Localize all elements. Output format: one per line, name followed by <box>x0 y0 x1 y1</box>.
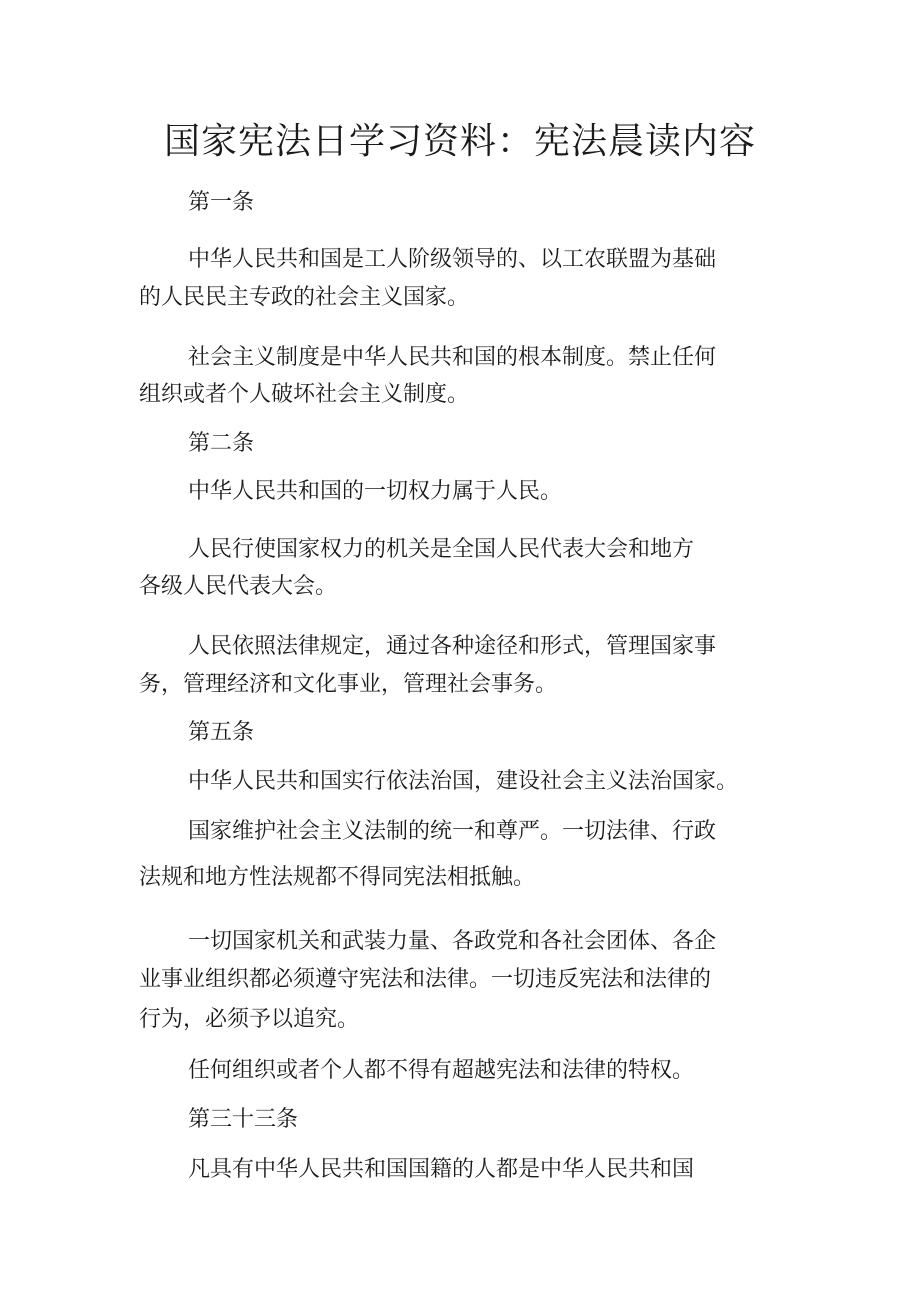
paragraph-line: 中华人民共和国的一切权力属于人民。 <box>188 479 563 504</box>
paragraph-line: 人民行使国家权力的机关是全国人民代表大会和地方 <box>188 537 695 562</box>
paragraph-line: 业事业组织都必须遵守宪法和法律。一切违反宪法和法律的 <box>139 967 712 992</box>
paragraph-line: 国家维护社会主义法制的统一和尊严。一切法律、行政 <box>188 819 717 844</box>
paragraph-line: 社会主义制度是中华人民共和国的根本制度。禁止任何 <box>188 345 717 370</box>
article-heading-1: 第一条 <box>188 190 255 215</box>
paragraph-line: 中华人民共和国是工人阶级领导的、以工农联盟为基础 <box>188 247 717 272</box>
paragraph-line: 中华人民共和国实行依法治国，建设社会主义法治国家。 <box>188 769 739 794</box>
article-heading-33: 第三十三条 <box>188 1107 299 1132</box>
paragraph-line: 行为，必须予以追究。 <box>139 1007 360 1032</box>
paragraph-line: 务，管理经济和文化事业，管理社会事务。 <box>139 672 558 697</box>
paragraph-line: 各级人民代表大会。 <box>139 574 338 599</box>
document-title: 国家宪法日学习资料：宪法晨读内容 <box>163 121 756 162</box>
paragraph-line: 人民依照法律规定，通过各种途径和形式，管理国家事 <box>188 634 717 659</box>
paragraph-line: 一切国家机关和武装力量、各政党和各社会团体、各企 <box>188 929 717 954</box>
paragraph-line: 凡具有中华人民共和国国籍的人都是中华人民共和国 <box>188 1157 695 1182</box>
paragraph-line: 的人民民主专政的社会主义国家。 <box>139 285 470 310</box>
paragraph-line: 组织或者个人破坏社会主义制度。 <box>139 382 470 407</box>
article-heading-5: 第五条 <box>188 720 255 745</box>
paragraph-line: 任何组织或者个人都不得有超越宪法和法律的特权。 <box>188 1058 695 1083</box>
paragraph-line: 法规和地方性法规都不得同宪法相抵触。 <box>139 865 536 890</box>
article-heading-2: 第二条 <box>188 431 255 456</box>
